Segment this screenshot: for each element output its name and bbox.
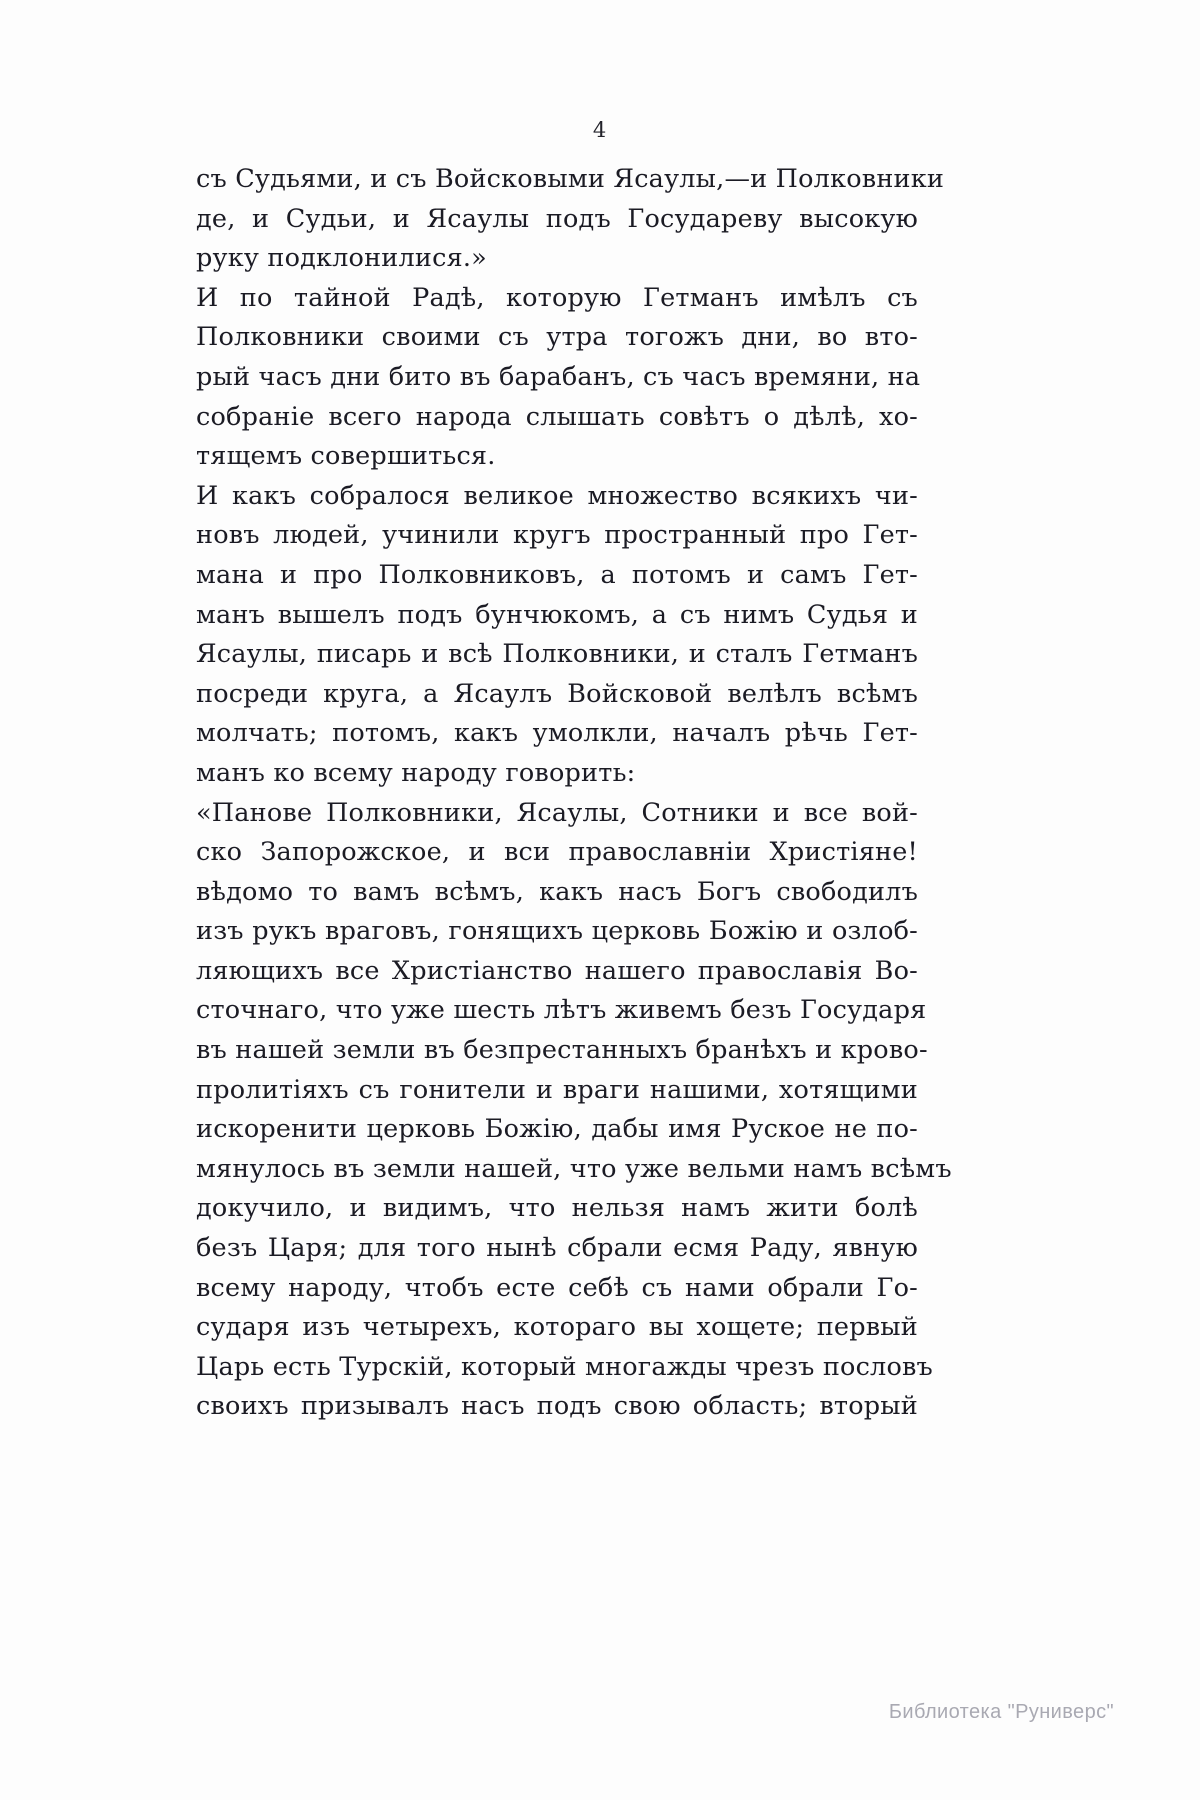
- paragraph-1: [196, 160, 945, 279]
- text-line: молчать; потомъ, какъ умолкли, началъ рѣчь Гет-: [196, 718, 918, 749]
- text-line: И какъ собралося великое множество всякихъ чи-: [196, 480, 918, 511]
- text-line: своихъ призывалъ насъ подъ свою область; вторый: [196, 1391, 918, 1422]
- text-line: мана и про Полковниковъ, а потомъ и самъ Гет-: [196, 559, 918, 590]
- text-line: Царь есть Турскій, который многажды чрезъ пословъ: [196, 1351, 933, 1382]
- text-line: Полковники своими съ утра тогожъ дни, во вто-: [196, 322, 918, 353]
- body-text: [196, 160, 952, 1427]
- text-line: манъ ко всему народу говорить:: [196, 757, 636, 788]
- text-line: ско Запорожское, и вси православніи Христіяне!: [196, 837, 918, 868]
- text-line: ляющихъ все Христіанство нашего православія Во-: [196, 955, 918, 986]
- paragraph-4: [196, 794, 952, 1428]
- text-line: рый часъ дни бито въ барабанъ, съ часъ времяни, на: [196, 361, 921, 392]
- text-line: манъ вышелъ подъ бунчюкомъ, а съ нимъ Судья и: [196, 599, 918, 630]
- text-line: изъ рукъ враговъ, гонящихъ церковь Божію и озлоб-: [196, 916, 918, 947]
- text-line: сударя изъ четырехъ, котораго вы хощете; первый: [196, 1312, 918, 1343]
- text-line: сточнаго, что уже шесть лѣтъ живемъ безъ Государя: [196, 995, 927, 1026]
- paragraph-3: [196, 477, 918, 794]
- text-line: посреди круга, а Ясаулъ Войсковой велѣлъ всѣмъ: [196, 678, 918, 709]
- text-line: «Панове Полковники, Ясаулы, Сотники и все вой-: [196, 797, 918, 828]
- text-line: де, и Судьи, и Ясаулы подъ Государеву высокую: [196, 203, 918, 234]
- library-watermark: Библиотека "Руниверс": [888, 1701, 1114, 1723]
- text-line: собраніе всего народа слышать совѣтъ о дѣлѣ, хо-: [196, 401, 918, 432]
- text-line: руку подклонилися.»: [196, 243, 487, 274]
- paragraph-2: [196, 279, 921, 477]
- text-line: безъ Царя; для того нынѣ сбрали есмя Раду, явную: [196, 1233, 918, 1264]
- text-line: вѣдомо то вамъ всѣмъ, какъ насъ Богъ свободилъ: [196, 876, 918, 907]
- text-line: новъ людей, учинили кругъ пространный про Гет-: [196, 520, 918, 551]
- text-line: искоренити церковь Божію, дабы имя Руское не по-: [196, 1114, 918, 1145]
- text-line: мянулось въ земли нашей, что уже вельми намъ всѣмъ: [196, 1153, 952, 1184]
- text-line: Ясаулы, писарь и всѣ Полковники, и сталъ Гетманъ: [196, 639, 918, 670]
- text-line: пролитіяхъ съ гонители и враги нашими, хотящими: [196, 1074, 918, 1105]
- text-line: докучило, и видимъ, что нельзя намъ жити болѣ: [196, 1193, 918, 1224]
- text-line: тящемъ совершиться.: [196, 441, 496, 472]
- page-number: 4: [592, 118, 608, 142]
- text-line: всему народу, чтобъ есте себѣ съ нами обрали Го-: [196, 1272, 918, 1303]
- text-line: въ нашей земли въ безпрестанныхъ бранѣхъ и крово-: [196, 1035, 928, 1066]
- text-line: съ Судьями, и съ Войсковыми Ясаулы,—и Полковники: [196, 164, 945, 194]
- text-line: И по тайной Радѣ, которую Гетманъ имѣлъ съ: [196, 282, 918, 313]
